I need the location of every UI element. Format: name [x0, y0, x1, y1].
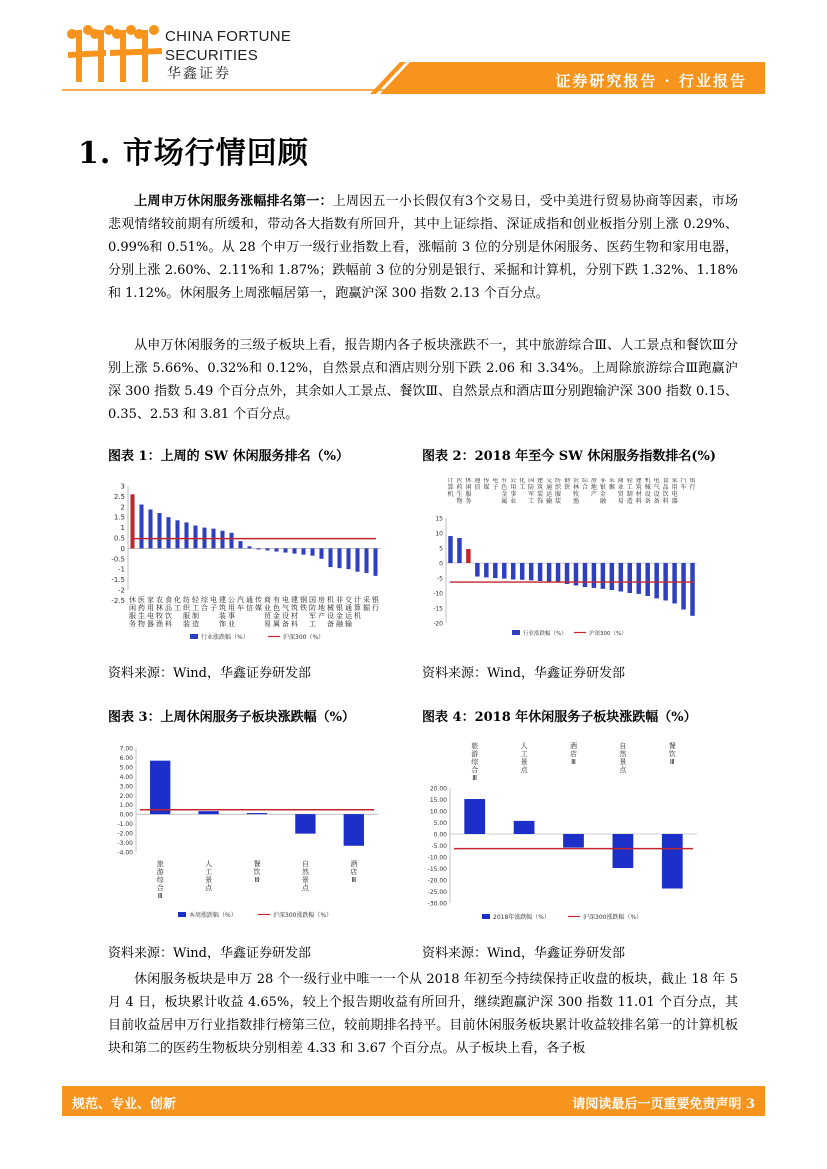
category-label: 医药生物: [456, 478, 463, 505]
paragraph-body: 休闲服务板块是申万 28 个一级行业中唯一一个从 2018 年初至今持续保持正收盘的板块，截止 18 年 5 月 4 日，板块累计收益 4.65%，较上个报告期收益有所回升，继续跑赢沪深 300 指数 11.01 个百分点，其目前收益居申万行业指数排行榜第三位，较前期排名持平。目前休闲服务板块累计收益较排名第一的计算机板块和第二的医药生物板块分别相差 4.33 和 3.67 个百分点。从子板块上看，各子板: [108, 972, 738, 1056]
y-tick-label: -0.5: [111, 555, 125, 564]
category-label: 酒店 Ⅲ: [570, 742, 577, 766]
category-label: 旅游综合 Ⅲ: [156, 860, 164, 900]
bar-27: [364, 548, 368, 573]
category-label: 商业贸易: [264, 596, 271, 628]
y-tick-label: -5: [437, 575, 443, 583]
category-label: 电子: [492, 478, 499, 491]
category-label: 银行: [689, 478, 696, 491]
category-label: 轻工制造: [192, 596, 199, 628]
bar-19: [292, 548, 296, 553]
category-label: 餐饮 Ⅲ: [253, 860, 261, 884]
bar-2: [457, 538, 461, 563]
category-label: 建筑材料: [291, 596, 298, 628]
y-tick-label: 0: [120, 544, 125, 553]
paragraph-body: 上周因五一小长假仅有3个交易日，受中美进行贸易协商等因素，市场悲观情绪较前期有所缓和，带动各大指数有所回升，其中上证综指、深证成指和创业板指分别上涨 0.29%、0.99%和 0.51%。从 28 个申万一级行业指数上看，涨幅前 3 位的分别是休闲服务、医药生物和家用电器，分别上涨 2.60%、2.11%和 1.87%；跌幅前 3 位的分别是银行、采掘和计算机，分别下跌 1.32%、1.18%和 1.12%。休闲服务上周涨幅居第一，跑赢沪深 300 指数 2.13 个百分点。: [108, 194, 738, 301]
category-label: 餐饮 Ⅲ: [668, 742, 676, 766]
bar-12: [229, 533, 233, 549]
chart-ytd-sub-sectors: [422, 740, 707, 925]
legend-bar-label: 本周涨跌幅（%）: [189, 912, 237, 919]
category-label: 钢铁: [300, 596, 307, 612]
y-tick-label: -15.00: [427, 866, 447, 873]
bar-8: [511, 563, 515, 580]
category-label: 交通运输: [546, 478, 553, 505]
category-label: 综合: [201, 596, 208, 612]
bar-1: [464, 799, 485, 834]
legend-bar-label: 行业涨跌幅（%）: [523, 631, 567, 637]
y-tick-label: -1: [118, 565, 125, 574]
y-tick-label: 15: [435, 515, 443, 523]
bar-4: [613, 834, 634, 868]
y-tick-label: 0.00: [119, 811, 133, 819]
y-tick-label: 3.00: [119, 783, 133, 791]
category-label: 国防军工: [528, 478, 535, 505]
category-label: 公用事业: [228, 596, 235, 628]
y-tick-label: -15: [433, 605, 443, 613]
bar-5: [344, 814, 364, 846]
category-label: 采掘: [363, 596, 370, 612]
bar-4: [475, 563, 479, 577]
legend-bar-swatch: [190, 634, 198, 639]
y-tick-label: 5.00: [433, 820, 447, 827]
category-label: 轻工制造: [626, 478, 633, 505]
bar-11: [220, 531, 224, 549]
y-tick-label: 10: [435, 530, 443, 538]
paragraph-lead: 上周申万休闲服务涨幅排名第一：: [134, 194, 333, 209]
figure-1-title: 图表 1：上周的 SW 休闲服务排名（%）: [108, 449, 349, 464]
bar-7: [184, 522, 188, 548]
y-tick-label: 5.00: [119, 764, 133, 772]
category-label: 非银金融: [599, 478, 606, 505]
bar-15: [256, 548, 260, 549]
category-label: 有色金属: [501, 478, 508, 505]
category-label: 农林牧渔: [572, 478, 579, 505]
bar-13: [556, 563, 560, 583]
bar-18: [601, 563, 605, 589]
bar-20: [301, 548, 305, 554]
figure-3-source: 资料来源：Wind，华鑫证券研发部: [108, 946, 311, 961]
category-label: 传媒: [483, 478, 490, 491]
category-label: 采掘: [608, 478, 615, 491]
bar-6: [175, 520, 179, 548]
y-tick-label: -5.00: [431, 843, 447, 850]
category-label: 休闲服务: [129, 596, 136, 628]
bar-16: [265, 548, 269, 550]
legend-bar-label: 2018年涨跌幅（%）: [493, 914, 550, 921]
y-tick-label: -10: [433, 590, 443, 598]
category-label: 房地产: [590, 478, 597, 498]
category-label: 电子: [210, 596, 217, 612]
y-tick-label: -3.00: [117, 840, 133, 848]
legend-bar-swatch: [178, 912, 186, 917]
bar-5: [166, 517, 170, 548]
bar-3: [563, 834, 584, 848]
category-label: 食品饮料: [165, 596, 172, 628]
bar-10: [529, 563, 533, 580]
bar-26: [672, 563, 676, 604]
bar-2: [514, 821, 535, 834]
legend-line-label: 沪深300（%）: [589, 631, 627, 637]
bar-25: [346, 548, 350, 569]
y-tick-label: -20.00: [427, 877, 447, 885]
y-tick-label: 2: [120, 503, 125, 512]
bar-26: [355, 548, 359, 571]
category-label: 计算机: [447, 478, 454, 498]
bar-28: [690, 563, 694, 616]
y-tick-label: -20: [433, 620, 443, 628]
category-label: 酒店 Ⅲ: [350, 860, 358, 884]
y-tick-label: 7.00: [119, 745, 133, 753]
y-tick-label: -1.00: [117, 821, 133, 829]
category-label: 机械设备: [327, 596, 334, 628]
bar-19: [610, 563, 614, 590]
legend-line-label: 沪深300涨跌幅（%）: [273, 912, 333, 919]
bar-14: [565, 563, 569, 584]
category-label: 电气设备: [653, 478, 660, 505]
category-label: 纺织服装: [183, 596, 190, 628]
figure-3-title: 图表 3：上周休闲服务子板块涨跌幅（%）: [108, 710, 355, 725]
bar-23: [328, 548, 332, 567]
category-label: 房地产: [318, 596, 325, 620]
figure-4-title: 图表 4：2018 年休闲服务子板块涨跌幅（%）: [422, 710, 697, 725]
bar-18: [283, 548, 287, 552]
y-tick-label: -2.5: [111, 596, 125, 605]
y-tick-label: -25.00: [427, 889, 447, 896]
company-name-cn: 华鑫证券: [167, 66, 231, 82]
y-tick-label: 0.00: [433, 831, 447, 839]
bar-17: [592, 563, 596, 588]
chart-ytd-sw-ranking: [422, 478, 707, 646]
y-tick-label: 15.00: [429, 797, 447, 804]
category-label: 人工景点: [205, 860, 213, 892]
category-label: 公用事业: [510, 478, 517, 505]
category-label: 化工: [519, 478, 526, 491]
y-tick-label: -10.00: [427, 854, 447, 862]
bar-1: [130, 494, 134, 548]
category-label: 家用电器: [147, 596, 154, 628]
bar-22: [636, 563, 640, 594]
bar-6: [493, 563, 497, 578]
category-label: 农林牧渔: [156, 596, 163, 628]
category-label: 有色金属: [273, 596, 280, 628]
category-label: 人工景点: [520, 742, 528, 774]
footer-band: [62, 1086, 765, 1116]
bar-11: [538, 563, 542, 581]
category-label: 建筑装饰: [537, 478, 544, 505]
category-label: 家用电器: [671, 478, 678, 505]
paragraph-sub-sector: [108, 334, 738, 426]
category-label: 钢铁: [564, 478, 571, 491]
figure-4-source: 资料来源：Wind，华鑫证券研发部: [422, 946, 625, 961]
category-label: 计算机: [354, 596, 361, 620]
report-type-title: 证券研究报告 · 行业报告: [555, 72, 747, 90]
category-label: 食品饮料: [662, 478, 669, 505]
paragraph-body: 从申万休闲服务的三级子板块上看，报告期内各子板块涨跌不一，其中旅游综合Ⅲ、人工景点和餐饮Ⅲ分别上涨 5.66%、0.32%和 0.12%，自然景点和酒店则分别下跌 2.06 和 3.34%。上周除旅游综合Ⅲ跑赢沪深 300 指数 5.49 个百分点外，其余如人工景点、餐饮Ⅲ、自然景点和酒店Ⅲ分别跑输沪深 300 指数 0.15、0.35、2.53 和 3.81 个百分点。: [108, 338, 738, 422]
category-label: 休闲服务: [465, 478, 472, 505]
legend-line-label: 沪深300（%）: [283, 634, 325, 641]
category-label: 综合: [581, 478, 588, 491]
category-label: 通信: [474, 478, 481, 491]
bar-23: [645, 563, 649, 596]
bar-21: [628, 563, 632, 593]
bar-24: [337, 548, 341, 568]
bar-3: [466, 549, 470, 563]
bar-4: [295, 814, 315, 833]
bar-9: [520, 563, 524, 580]
y-tick-label: -1.5: [111, 576, 125, 585]
chart-weekly-sw-ranking: [108, 478, 388, 646]
bar-27: [681, 563, 685, 610]
y-tick-label: 1: [120, 524, 125, 533]
y-tick-label: 0.5: [113, 534, 125, 543]
bar-17: [274, 548, 278, 551]
bar-14: [247, 546, 251, 548]
y-tick-label: 6.00: [119, 754, 133, 762]
y-tick-label: 3: [120, 482, 125, 491]
y-tick-label: -4.00: [117, 849, 133, 857]
bar-28: [373, 548, 377, 575]
y-tick-label: -2.00: [117, 830, 133, 838]
bar-2: [198, 811, 218, 814]
footer-disclaimer-note: 请阅读最后一页重要免责声明 3: [572, 1097, 755, 1112]
bar-24: [654, 563, 658, 598]
bar-7: [502, 563, 506, 579]
legend-bar-swatch: [482, 914, 490, 919]
y-tick-label: 4.00: [119, 773, 133, 781]
y-tick-label: 10.00: [429, 808, 447, 816]
y-tick-label: 0: [439, 560, 443, 568]
paragraph-ytd-performance: [108, 968, 738, 1060]
category-label: 机械设备: [644, 478, 651, 505]
category-label: 通信: [246, 596, 253, 612]
category-label: 银行: [372, 596, 379, 612]
category-label: 汽车: [680, 478, 687, 491]
category-label: 商业贸易: [617, 478, 624, 505]
category-label: 传媒: [255, 596, 262, 612]
y-tick-label: 2.5: [113, 492, 125, 501]
category-label: 自然景点: [301, 860, 309, 892]
y-tick-label: -30.00: [427, 900, 447, 908]
category-label: 自然景点: [619, 742, 627, 774]
category-label: 电气设备: [282, 596, 289, 628]
legend-bar-label: 行业涨跌幅（%）: [201, 634, 249, 641]
bar-12: [547, 563, 551, 582]
bar-1: [448, 536, 452, 563]
figure-1-source: 资料来源：Wind，华鑫证券研发部: [108, 666, 311, 681]
y-tick-label: -2: [118, 586, 125, 595]
bar-16: [583, 563, 587, 587]
bar-4: [157, 513, 161, 548]
bar-21: [310, 548, 314, 555]
category-label: 非银金融: [336, 596, 343, 628]
bar-3: [247, 813, 267, 814]
chart-weekly-sub-sectors: [108, 740, 388, 925]
y-tick-label: 2.00: [119, 792, 133, 800]
y-tick-label: 5: [439, 545, 443, 553]
bar-5: [484, 563, 488, 577]
category-label: 旅游综合 Ⅲ: [471, 742, 479, 782]
bar-3: [148, 510, 152, 549]
bar-8: [193, 526, 197, 549]
category-label: 纺织服装: [555, 478, 562, 505]
legend-line-label: 沪深300涨跌幅（%）: [583, 914, 643, 921]
bar-5: [662, 834, 683, 889]
footer-slogan: 规范、专业、创新: [72, 1097, 177, 1112]
bar-13: [238, 541, 242, 548]
section-title: 1. 市场行情回顾: [78, 136, 309, 171]
category-label: 汽车: [237, 596, 244, 612]
bar-1: [150, 761, 170, 815]
category-label: 建筑材料: [635, 478, 642, 505]
company-name-en: CHINA FORTUNE SECURITIES: [165, 28, 292, 64]
category-label: 医药生物: [138, 596, 145, 628]
y-tick-label: 1.5: [113, 513, 125, 522]
figure-2-title: 图表 2：2018 年至今 SW 休闲服务指数排名(%): [422, 449, 716, 464]
category-label: 交通运输: [345, 596, 352, 628]
legend-bar-swatch: [512, 630, 520, 635]
figure-2-source: 资料来源：Wind，华鑫证券研发部: [422, 666, 625, 681]
bar-20: [619, 563, 623, 592]
y-tick-label: 20.00: [429, 785, 447, 793]
y-tick-label: 1.00: [119, 802, 133, 810]
category-label: 建筑装饰: [219, 596, 226, 628]
bar-22: [319, 548, 323, 558]
category-label: 化工: [174, 596, 181, 612]
bar-2: [139, 505, 143, 549]
paragraph-weekly-ranking: [108, 190, 738, 305]
category-label: 国防军工: [309, 596, 316, 628]
